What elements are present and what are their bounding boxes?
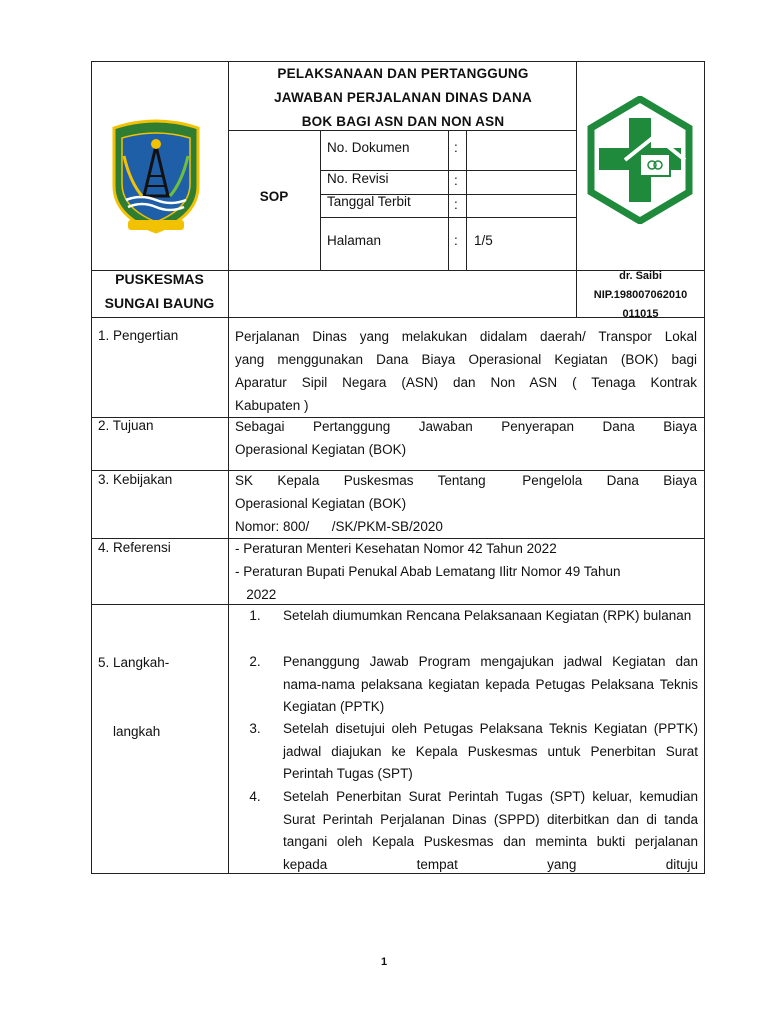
org-name-line: SUNGAI BAUNG (104, 295, 215, 311)
signer-name: dr. Saibi (619, 270, 662, 282)
meta-value-page: 1/5 (474, 233, 493, 248)
label-line: 5. Langkah- (98, 655, 170, 670)
title-line: JAWABAN PERJALANAN DINAS DANA (274, 90, 532, 105)
section-label-langkah (98, 605, 169, 766)
divider (466, 130, 467, 270)
step-item (232, 718, 698, 786)
body-line: Nomor: 800/ /SK/PKM-SB/2020 (235, 519, 443, 534)
label-line: langkah (98, 724, 161, 739)
body-line: yang menggunakan Dana Biaya Operasional Kegiatan (BOK) bagi (235, 352, 697, 367)
section-body-kebijakan (235, 469, 697, 538)
sop-label: SOP (259, 189, 289, 204)
reference-item: - Peraturan Menteri Kesehatan Nomor 42 Tahun 2022 (235, 541, 557, 556)
meta-label-doc-number: No. Dokumen (327, 140, 410, 155)
reference-item: - Peraturan Bupati Penukal Abab Lematang Ilitr Nomor 49 Tahun (235, 564, 621, 579)
signer-nip: NIP.198007062010 (593, 289, 688, 301)
title-line: BOK BAGI ASN DAN NON ASN (301, 114, 505, 129)
step-number: 3. (249, 721, 261, 736)
section-label-tujuan: 2. Tujuan (98, 418, 154, 433)
puskesmas-logo-icon (585, 96, 695, 224)
meta-sep: : (454, 173, 458, 188)
step-item (232, 786, 698, 874)
regional-emblem-icon (104, 116, 208, 234)
title-line: PELAKSANAAN DAN PERTANGGUNG (277, 66, 529, 81)
section-body-pengertian (235, 325, 697, 417)
meta-sep: : (454, 140, 458, 155)
org-name-line: PUSKESMAS (115, 271, 204, 287)
section-body-referensi (235, 537, 701, 606)
step-item (232, 651, 698, 719)
section-label-kebijakan: 3. Kebijakan (98, 472, 173, 487)
body-line: Perjalanan Dinas yang melakukan didalam daerah/ Transpor Lokal (235, 329, 697, 344)
divider (320, 130, 321, 270)
body-line: Sebagai Pertanggung Jawaban Penyerapan Dana Biaya (235, 419, 697, 434)
section-label-pengertian: 1. Pengertian (98, 328, 179, 343)
step-text: Penanggung Jawab Program mengajukan jadwal Kegiatan dan nama-nama pelaksana kegiatan kepada Petugas Pelaksana Teknis Kegiatan (PPTK) (283, 654, 698, 714)
meta-label-page: Halaman (327, 233, 382, 248)
body-line: SK Kepala Puskesmas Tentang Pengelola Dana Biaya (235, 473, 697, 488)
meta-label-issue-date: Tanggal Terbit (327, 194, 411, 209)
step-text: Setelah diumumkan Rencana Pelaksanaan Kegiatan (RPK) bulanan (283, 608, 692, 623)
org-name (91, 267, 228, 315)
page-number: 1 (380, 956, 388, 968)
step-number: 2. (249, 654, 261, 669)
section-body-tujuan (235, 415, 697, 461)
signer-nip: 011015 (622, 308, 659, 320)
body-line: Operasional Kegiatan (BOK) (235, 442, 407, 457)
step-text: Setelah disetujui oleh Petugas Pelaksana Teknis Kegiatan (PPTK) jadwal diajukan ke Kepala Puskesmas untuk Penerbitan Surat Perintah Tugas (SPT) (283, 721, 698, 781)
signer-block (576, 267, 705, 324)
reference-item: 2022 (235, 587, 277, 602)
step-text: Setelah Penerbitan Surat Perintah Tugas (SPT) keluar, kemudian Surat Perintah Perjalanan Dinas (SPPD) diterbitkan dan di tanda tangani oleh Kepala Puskesmas dan meminta bukti perjalanan kepada tempat yang dituju (283, 789, 698, 872)
meta-sep: : (454, 233, 458, 248)
divider (448, 130, 449, 270)
divider (320, 217, 576, 218)
body-line: Aparatur Sipil Negara (ASN) dan Non ASN ( Tenaga Kontrak (235, 375, 697, 390)
step-number: 4. (249, 789, 261, 804)
meta-label-revision: No. Revisi (327, 171, 389, 186)
body-line: Operasional Kegiatan (BOK) (235, 496, 407, 511)
step-number: 1. (249, 608, 261, 623)
section-label-referensi: 4. Referensi (98, 540, 171, 555)
step-item (232, 605, 698, 628)
body-line: Kabupaten ) (235, 398, 309, 413)
document-title (232, 62, 574, 134)
meta-sep: : (454, 197, 458, 212)
divider (228, 61, 229, 874)
